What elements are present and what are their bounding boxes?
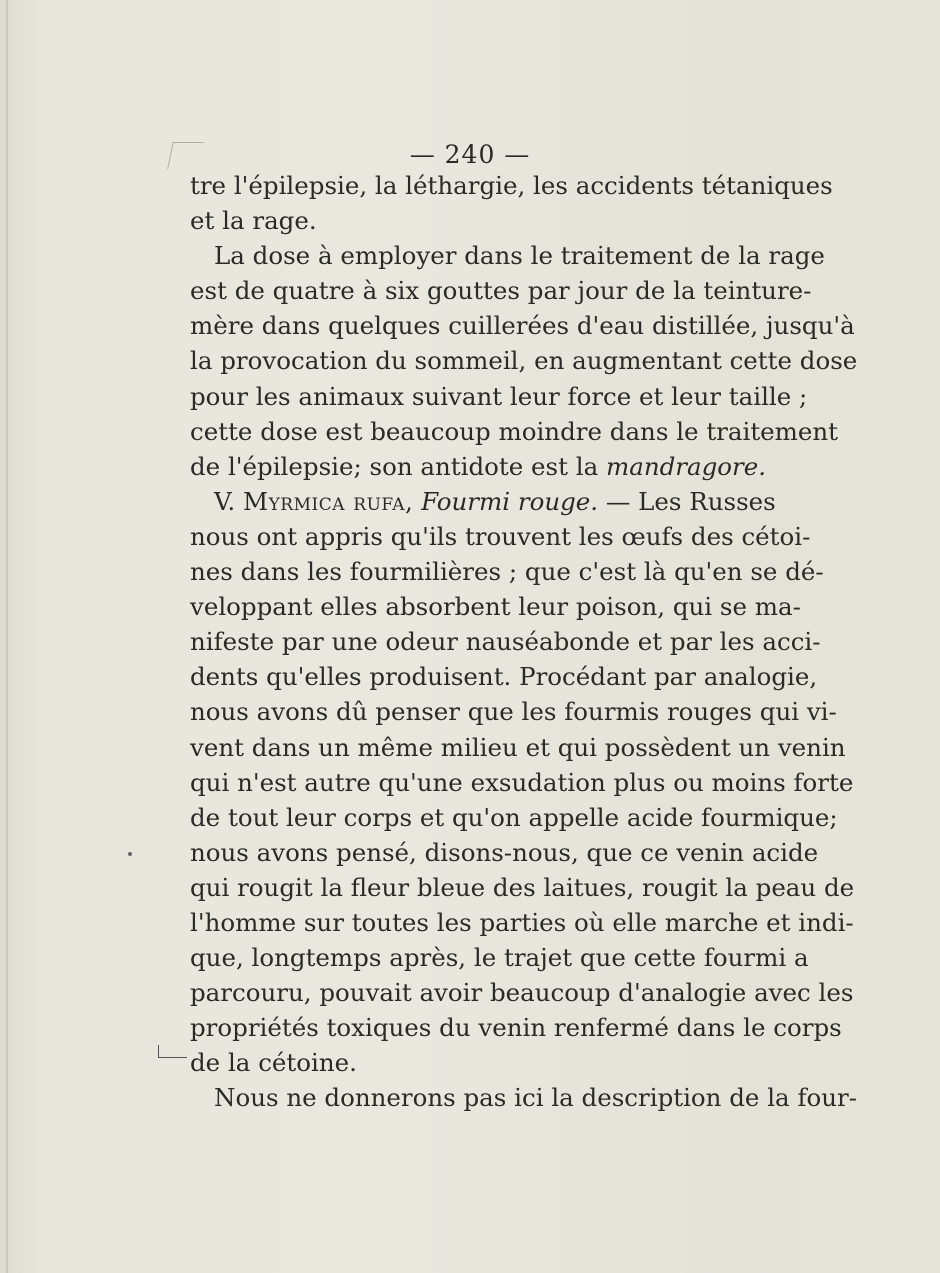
text-line: nifeste par une odeur nauséabonde et par les acci-	[190, 627, 821, 657]
italic-term: mandragore.	[606, 451, 767, 481]
margin-bracket-mark	[158, 1045, 187, 1058]
text-line: de tout leur corps et qu'on appelle acide fourmique;	[190, 802, 838, 832]
text-line: de la cétoine.	[190, 1048, 357, 1078]
text-line: cette dose est beaucoup moindre dans le traitement	[190, 416, 839, 446]
text-line: nes dans les fourmilières ; que c'est là qu'en se dé-	[190, 557, 824, 587]
text-line: veloppant elles absorbent leur poison, qui se ma-	[190, 592, 801, 622]
text-line: que, longtemps après, le trajet que cette fourmi a	[190, 943, 809, 973]
text-line: Nous ne donnerons pas ici la description de la four-	[214, 1083, 858, 1113]
page-number: — 240 —	[409, 140, 531, 169]
margin-dot	[128, 852, 132, 856]
text-line: La dose à employer dans le traitement de la rage	[214, 241, 825, 271]
body-text	[190, 168, 858, 1116]
species-name: Myrmica rufa,	[243, 486, 414, 516]
common-name: Fourmi rouge.	[421, 486, 599, 516]
text-line: est de quatre à six gouttes par jour de la teinture-	[190, 276, 812, 306]
page-edge-line	[6, 0, 8, 1273]
text-line: mère dans quelques cuillerées d'eau distillée, jusqu'à	[190, 311, 855, 341]
text-line	[190, 449, 767, 484]
text-line: et la rage.	[190, 206, 317, 236]
text-line: tre l'épilepsie, la léthargie, les accidents tétaniques	[190, 171, 833, 200]
text-line: l'homme sur toutes les parties où elle marche et indi-	[190, 907, 854, 937]
text-line: qui rougit la fleur bleue des laitues, rougit la peau de	[190, 872, 855, 902]
text-line: propriétés toxiques du venin renfermé dans le corps	[190, 1013, 842, 1043]
text-run: — Les Russes	[598, 486, 776, 516]
text-line: nous ont appris qu'ils trouvent les œufs des cétoi-	[190, 521, 811, 551]
section-numeral: V.	[214, 486, 243, 516]
text-line: vent dans un même milieu et qui possèdent un venin	[190, 732, 846, 762]
text-line: qui n'est autre qu'une exsudation plus ou moins forte	[190, 767, 854, 797]
text-run: de l'épilepsie; son antidote est la	[190, 451, 606, 481]
text-line: dents qu'elles produisent. Procédant par analogie,	[190, 662, 818, 692]
text-line: pour les animaux suivant leur force et leur taille ;	[190, 381, 808, 411]
section-heading-line	[190, 484, 776, 519]
text-line: nous avons dû penser que les fourmis rouges qui vi-	[190, 697, 837, 727]
text-line: parcouru, pouvait avoir beaucoup d'analogie avec les	[190, 978, 854, 1008]
text-line: la provocation du sommeil, en augmentant cette dose	[190, 346, 858, 376]
text-line: nous avons pensé, disons-nous, que ce venin acide	[190, 837, 819, 867]
